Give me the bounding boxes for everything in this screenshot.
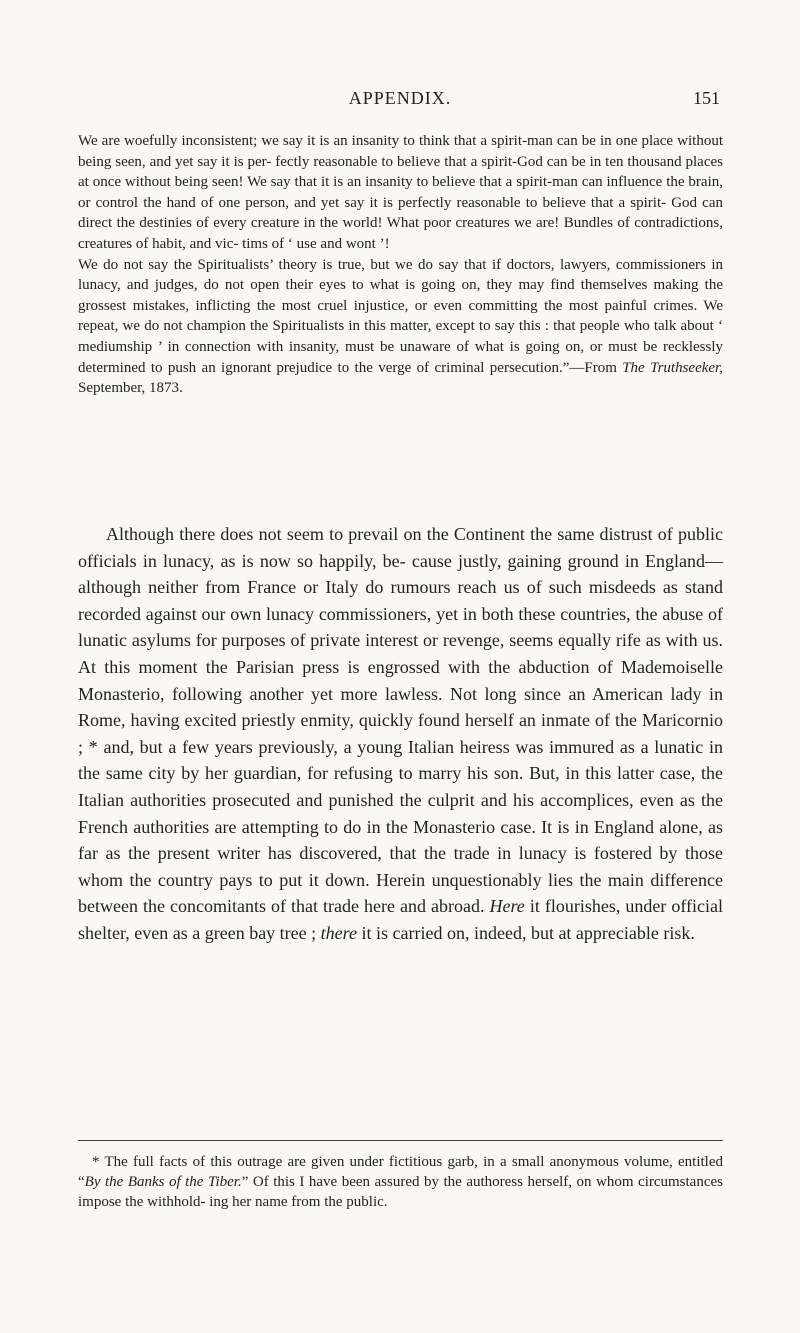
footnote-text-end: ” Of this I have been assured by the authoress herself, on whom circumstances impose the withhold- ing her name from the public. (78, 1174, 723, 1210)
quote-paragraph-2-text: We do not say the Spiritualists’ theory is true, but we do say that if doctors, lawyers, commissioners in lunacy, and judges, do not open their eyes to what is going on, they may find themselves making the grossest mistakes, inflicting the most cruel injustice, or even committing the most painful crimes. We repeat, we do not champion the Spiritualists in this matter, except to say this : that people who talk about ‘ mediumship ’ in connection with insanity, must be unaware of what is going on, or must be recklessly determined to push an ignorant prejudice to the verge of criminal persecution.”—From (78, 256, 723, 376)
body-paragraph (78, 521, 723, 947)
quoted-passage (78, 131, 723, 399)
footnote-text-start: * The full facts of this outrage are given under fictitious garb, in a small anonymous volume, entitled “ (78, 1154, 723, 1190)
running-head (80, 86, 720, 110)
body-text-start: Although there does not seem to prevail on the Continent the same distrust of public officials in lunacy, as is now so happily, be- cause justly, gaining ground in England—although neither from France or Italy do rumours reach us of such misdeeds as stand recorded against our own lunacy commissioners, yet in both these countries, the abuse of lunatic asylums for purposes of private interest or revenge, seems equally rife as with us. At this moment the Parisian press is engrossed with the abduction of Mademoiselle Monasterio, following another yet more lawless. Not long since an American lady in Rome, having excited priestly enmity, quickly found herself an inmate of the Maricornio ; * and, but a few years previously, a young Italian heiress was immured as a lunatic in the same city by her guardian, for refusing to marry his son. But, in this latter case, the Italian authorities prosecuted and punished the culprit and his accomplices, even as the French authorities are attempting to do in the Monasterio case. It is in England alone, as far as the present writer has discovered, that the trade in lunacy is fostered by those whom the country pays to put it down. Herein unquestionably lies the main difference between the concomitants of that trade here and abroad. (78, 524, 723, 917)
main-paragraph (78, 521, 723, 947)
running-title: APPENDIX. (348, 88, 452, 108)
body-text-end: it is carried on, indeed, but at appreciable risk. (357, 922, 695, 943)
footnote-divider (78, 1140, 723, 1141)
footnote (78, 1152, 723, 1212)
quote-paragraph-1: We are woefully inconsistent; we say it is an insanity to think that a spirit-man can be in one place without being seen, and yet say it is per- fectly reasonable to believe that a spirit-God can be in ten thousand places at once without being seen! We say that it is an insanity to believe that a spirit-man can influence the brain, or control the hand of one person, and yet say it is perfectly reasonable to believe that a spirit- God can direct the destinies of every creature in the world! What poor creatures we are! Bundles of contradictions, creatures of habit, and vic- tims of ‘ use and wont ’! (78, 133, 723, 252)
quote-source-title: The Truthseeker, (622, 359, 723, 376)
emphasis-here: Here (489, 896, 525, 917)
body-text-middle: it flourishes, under official shelter, even as a green bay tree ; (78, 896, 723, 943)
footnote-book-title: By the Banks of the Tiber. (84, 1174, 242, 1190)
emphasis-there: there (320, 922, 357, 943)
footnote-paragraph (78, 1152, 723, 1212)
quote-source-date: September, 1873. (78, 380, 183, 397)
page-number: 151 (693, 88, 720, 108)
quote-paragraph-2 (78, 255, 723, 399)
